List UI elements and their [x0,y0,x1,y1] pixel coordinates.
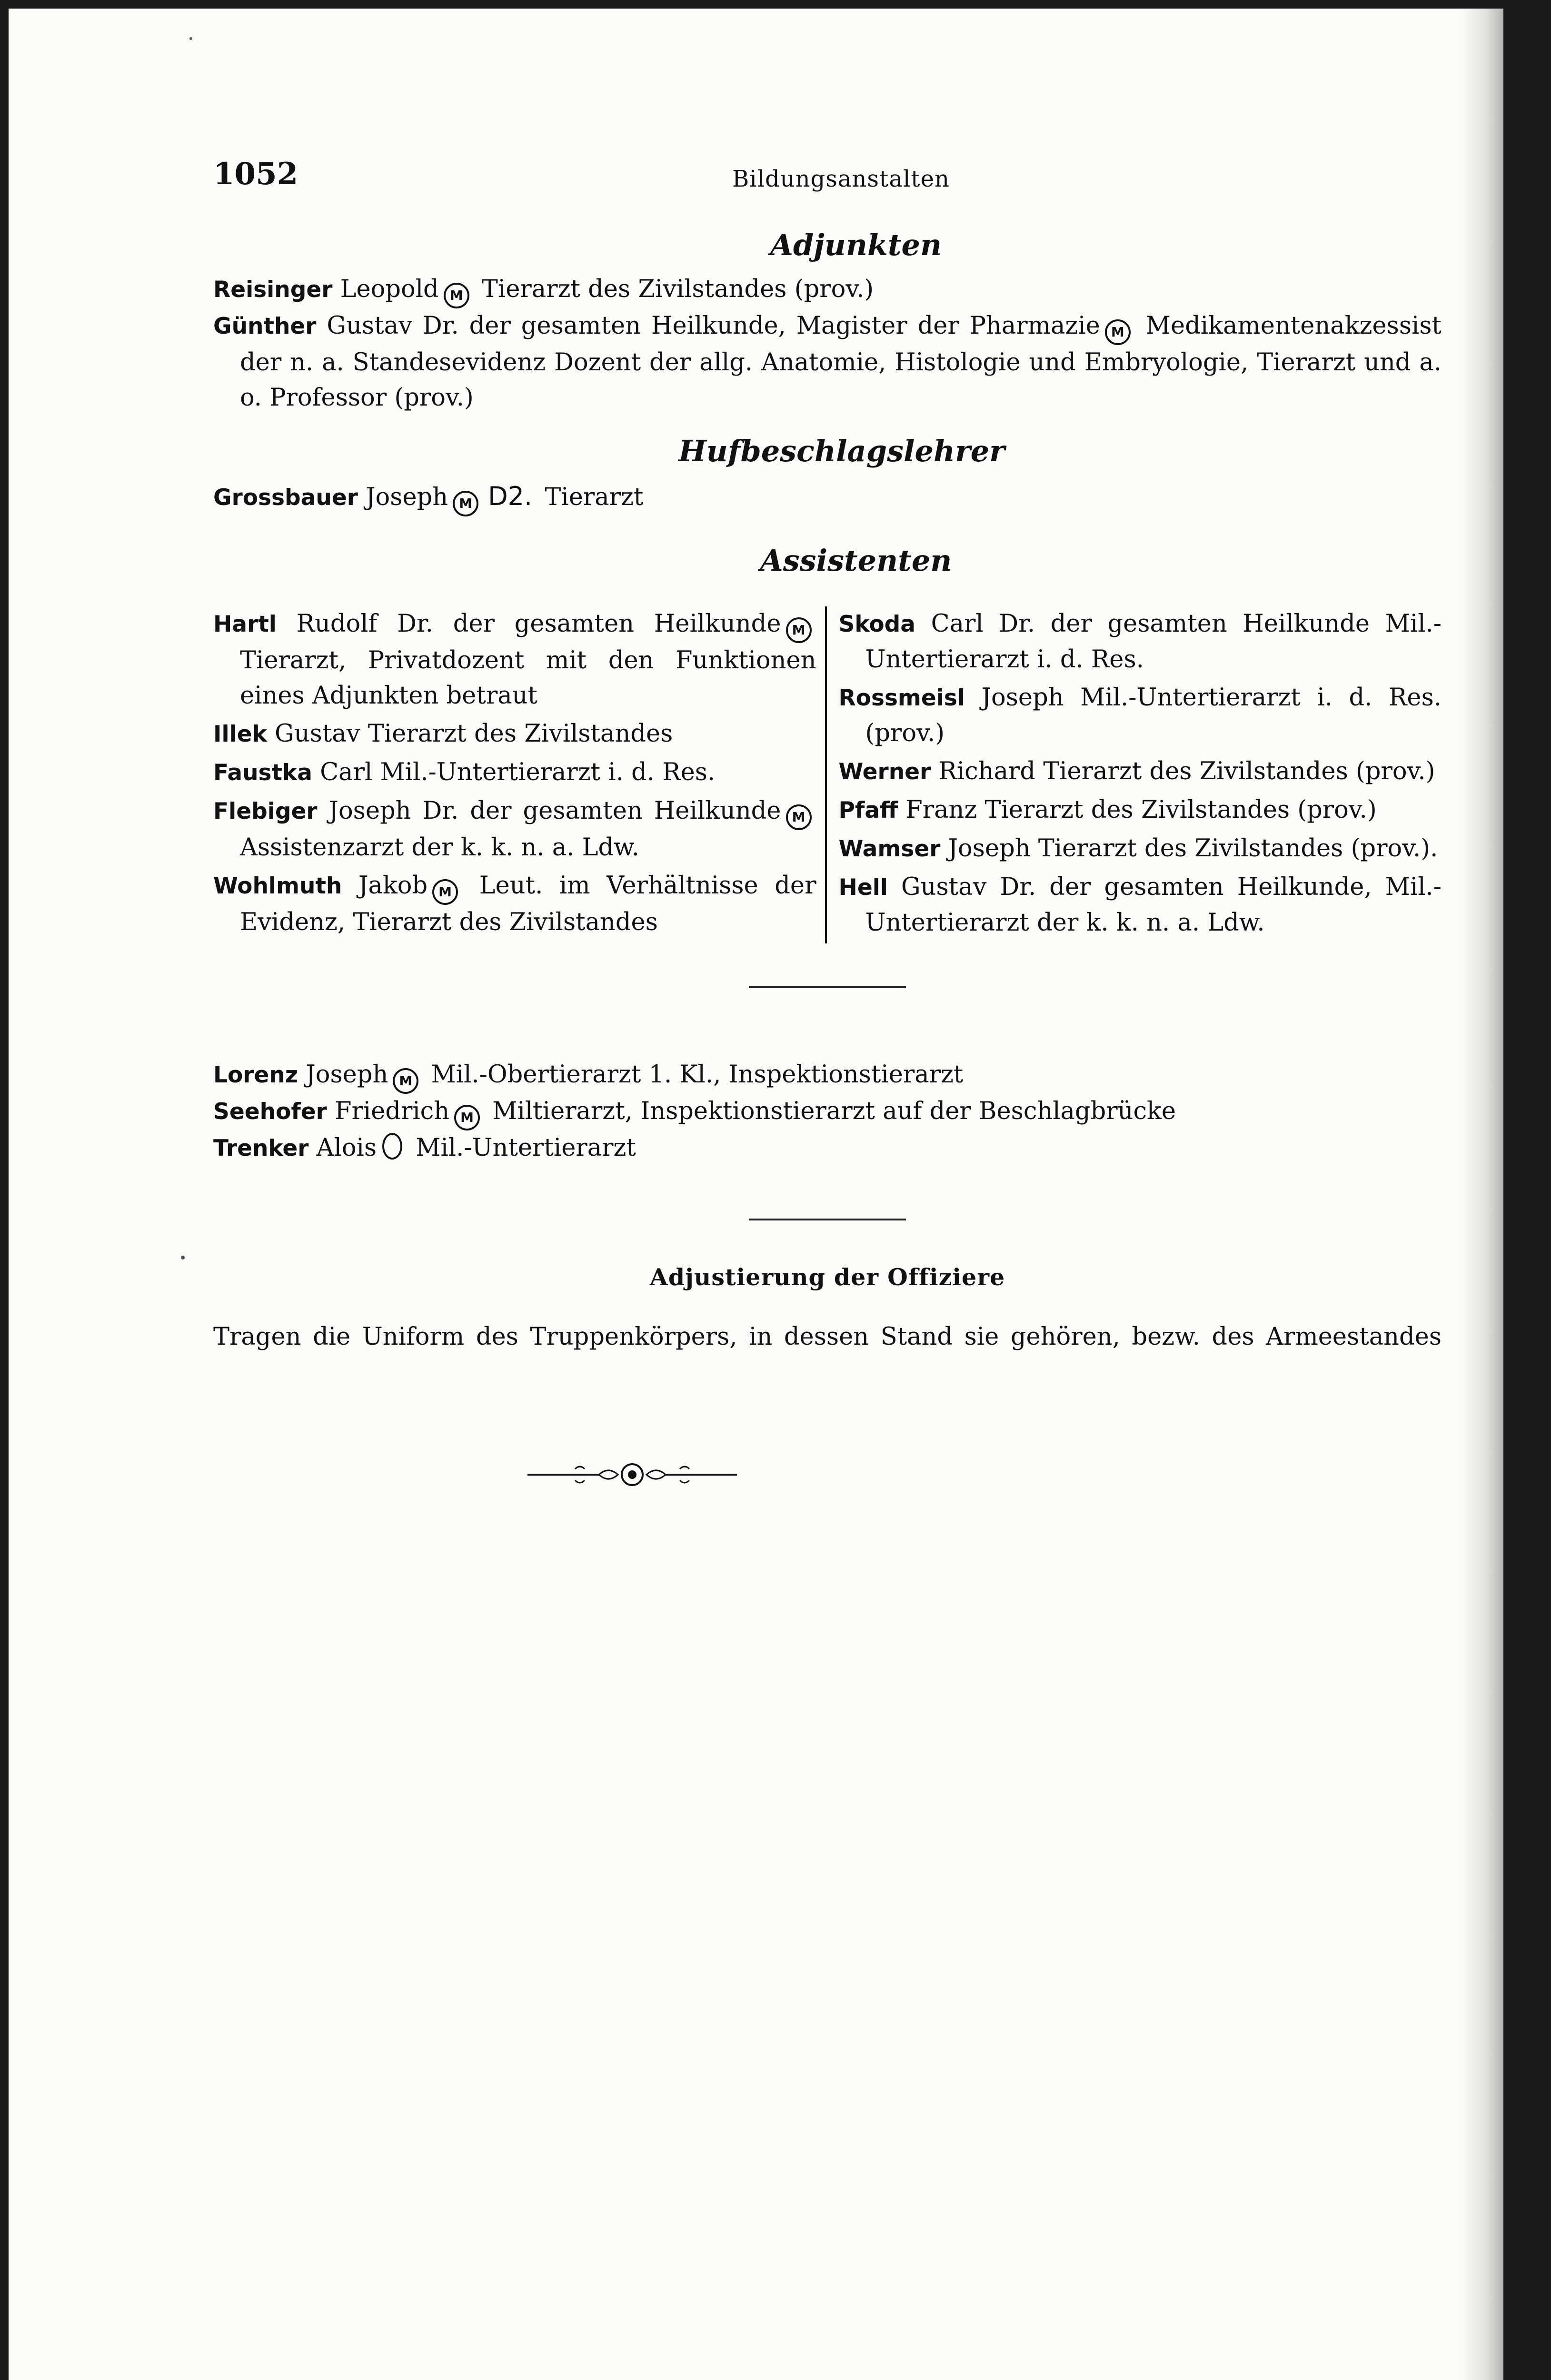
entry-name: Günther [213,313,317,339]
entry-guenther [213,308,1442,416]
ring-icon [382,1133,402,1160]
assistenten-left-column [213,606,825,943]
entry-text: Franz Tierarzt des Zivilstandes (prov.) [898,796,1377,824]
entry-text: Mil.-Obertierarzt 1. Kl., Inspektionstierarzt [423,1061,964,1089]
heading-assistenten: Assistenten [760,543,952,578]
medal-icon: M [786,804,812,830]
entry-text: Carl Dr. der gesamten Heilkunde Mil.-Untertierarzt i. d. Res. [865,610,1442,674]
entry-name: Skoda [838,611,915,637]
entry-pfaff [838,793,1442,828]
page-number: 1052 [213,156,298,192]
entry-name: Seehofer [213,1099,327,1125]
heading-adjunkten: Adjunkten [770,228,942,262]
entry-flebiger [213,793,816,865]
entry-text: Joseph [298,1061,388,1089]
entry-lorenz [213,1057,1442,1094]
page [9,9,1503,2380]
heading-adjustierung: Adjustierung der Offiziere [649,1263,1005,1291]
entry-text: Tierarzt [537,483,644,511]
speck [189,37,192,40]
medal-icon: M [432,879,458,905]
entry-name: Rossmeisl [838,685,965,711]
entry-skoda [838,606,1442,677]
entry-name: Grossbauer [213,485,358,511]
medal-icon: M [786,617,812,643]
entry-text: Medikamentenakzessist der n. a. Standesevidenz Dozent der allg. Anatomie, Histologie und Embryologie, Tierarzt und a. o. Professor (prov.) [240,312,1442,412]
entry-name: Hell [838,874,888,901]
entry-text: Leopold [332,275,439,303]
assistenten-right-column [827,606,1442,943]
entry-hell [838,870,1442,941]
entry-text: Richard Tierarzt des Zivilstandes (prov.) [931,757,1435,785]
entry-text: Mil.-Untertierarzt [408,1134,636,1162]
speck [181,1256,185,1259]
entry-text: Jakob [342,872,428,900]
entry-text: Joseph Mil.-Untertierarzt i. d. Res. (prov.) [865,684,1442,747]
medal-icon: M [453,491,478,516]
entry-text: Carl Mil.-Untertierarzt i. d. Res. [312,758,716,786]
assistenten-columns [213,606,1442,943]
entry-text: Tierarzt des Zivilstandes (prov.) [474,275,874,303]
entry-name: Reisinger [213,277,333,303]
entry-name: Flebiger [213,798,318,824]
entry-text: Joseph Tierarzt des Zivilstandes (prov.). [940,834,1438,863]
entry-trenker [213,1130,1442,1166]
decoration-d2: D2. [488,481,533,511]
entry-rossmeisl [838,680,1442,751]
running-head [213,151,1442,204]
adjustierung-text: Tragen die Uniform des Truppenkörpers, in dessen Stand sie gehören, bezw. des Armeestandes [213,1323,1442,1351]
page-edge-shadow [1461,9,1503,2380]
section-divider [749,986,906,988]
entry-text: Leut. im Verhältnisse der Evidenz, Tierarzt des Zivilstandes [240,872,816,936]
entry-illek [213,716,816,752]
entry-text: Alois [308,1134,377,1162]
section-divider [749,1219,906,1220]
entry-name: Illek [213,721,267,747]
entry-grossbauer [213,479,1442,516]
entry-reisinger [213,272,1442,308]
entry-seehofer [213,1094,1442,1130]
entry-name: Faustka [213,760,312,786]
medal-icon: M [393,1068,418,1094]
entry-faustka [213,755,816,791]
entry-wamser [838,831,1442,867]
entry-wohlmuth [213,868,816,940]
medal-icon: M [454,1105,480,1130]
page-content [213,151,1442,1355]
entry-text: Tierarzt, Privatdozent mit den Funktionen eines Adjunkten betraut [240,646,816,710]
entry-name: Pfaff [838,797,898,823]
entry-name: Werner [838,759,931,785]
entry-text: Gustav Dr. der gesamten Heilkunde, Magister der Pharmazie [316,312,1100,340]
entry-text: Gustav Tierarzt des Zivilstandes [267,720,673,748]
entry-text: Assistenzarzt der k. k. n. a. Ldw. [240,833,639,862]
entry-werner [838,754,1442,790]
entry-name: Lorenz [213,1062,298,1088]
entry-text: Friedrich [327,1097,450,1125]
entry-text: Miltierarzt, Inspektionstierarzt auf der Beschlagbrücke [485,1097,1176,1125]
entry-name: Wamser [838,836,941,862]
running-title: Bildungsanstalten [732,166,950,192]
entry-text: Rudolf Dr. der gesamten Heilkunde [276,610,781,638]
entry-text: Joseph Dr. der gesamten Heilkunde [317,797,781,825]
entry-hartl [213,606,816,714]
entry-name: Wohlmuth [213,873,342,899]
entry-name: Trenker [213,1135,309,1161]
entry-text: Joseph [358,483,448,511]
medal-icon: M [444,283,469,308]
entry-name: Hartl [213,611,277,637]
ornament-icon [527,1460,737,1489]
heading-hufbeschlagslehrer: Hufbeschlagslehrer [678,434,1005,468]
medal-icon: M [1105,319,1131,345]
entry-text: Gustav Dr. der gesamten Heilkunde, Mil.-Untertierarzt der k. k. n. a. Ldw. [865,873,1442,937]
